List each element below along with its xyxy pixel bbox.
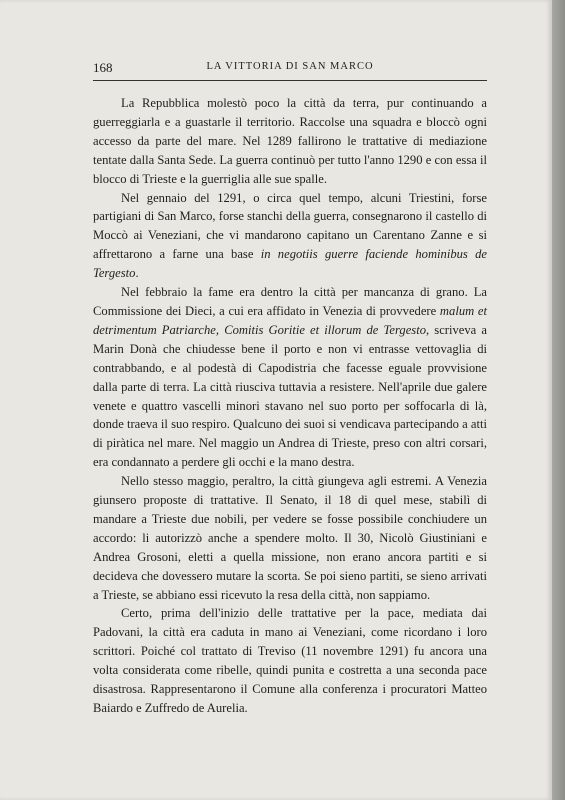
- running-title: LA VITTORIA DI SAN MARCO: [206, 61, 374, 72]
- paragraph-text: .: [135, 266, 139, 281]
- text-body: [93, 94, 487, 718]
- paragraph-text: , scriveva a Marin Donà che chiudesse bene il porto e non vi entrasse vettovaglia di contrabbando, e al podestà di Capodistria che facesse eguale provvisione dalla parte di terra. La città riusciva tuttavia a resistere. Nell'aprile due galere venete e quattro vascelli minori stavano nel suo porto per soffocarla di là, donde traeva il suo respiro. Qualcuno dei suoi si vendicava partecipando a atti di piràtica nel mare. Nel maggio un Andrea di Trieste, preso con altri corsari, era condannato a perdere gli occhi e la mano destra.: [93, 322, 487, 470]
- page-edge: [552, 0, 565, 800]
- latin-quote: in negotiis guerre faciende hominibus de Tergesto: [93, 247, 488, 281]
- paragraph-3: [93, 283, 487, 472]
- paragraph-5: [93, 604, 487, 717]
- paragraph-1: [93, 94, 487, 189]
- paragraph-4: [93, 472, 487, 604]
- latin-quote: malum et detrimentum Patriarche, Comitis Goritie et illorum de Tergesto: [93, 303, 487, 337]
- page-number: 168: [93, 60, 113, 75]
- paragraph-text: La Repubblica molestò poco la città da terra, pur continuando a guerreggiarla e a guastarle il territorio. Raccolse una squadra e bloccò ogni accesso da parte del mare. Nel 1289 fallirono le trattative di mediazione tentate dalla Santa Sede. La guerra continuò per tutto l'anno 1290 e con essa il blocco di Trieste e la guerriglia alle sue spalle.: [93, 96, 487, 186]
- paragraph-text: Nel febbraio la fame era dentro la città per mancanza di grano. La Commissione dei Dieci, a cui era affidato in Venezia di provvedere: [93, 285, 487, 318]
- paragraph-text: Certo, prima dell'inizio delle trattative per la pace, mediata dai Padovani, la città era caduta in mano ai Veneziani, come ricordano i loro scrittori. Poiché col trattato di Treviso (11 novembre 1291) fu ancora una volta considerata come ribelle, quindi punita e costretta a una seconda pace disastrosa. Rappresentarono il Comune alla conferenza i procuratori Matteo Baiardo e Zuffredo de Aurelia.: [93, 606, 487, 715]
- paragraph-text: Nel gennaio del 1291, o circa quel tempo, alcuni Triestini, forse partigiani di San Marco, forse stanchi della guerra, consegnarono il castello di Moccò ai Veneziani, che vi mandarono capitano un Carentano Zanne e si affrettarono a farne una base: [93, 190, 487, 262]
- paragraph-text: Nello stesso maggio, peraltro, la città giungeva agli estremi. A Venezia giunsero proposte di trattative. Il Senato, il 18 di quel mese, stabilì di mandare a Trieste due nobili, per vedere se fosse possibile conchiudere un accordo: li autorizzò anche a spendere molto. Il 30, Nicolò Giustiniani e Andrea Grosoni, eletti a quella missione, non erano ancora partiti e si decideva che dovessero mutare la scorta. Se poi sieno partiti, se sieno arrivati a Trieste, se abbiano essi ricevuto la resa della città, non sappiamo.: [93, 474, 487, 602]
- paragraph-2: [93, 189, 487, 284]
- page-header: [93, 60, 487, 81]
